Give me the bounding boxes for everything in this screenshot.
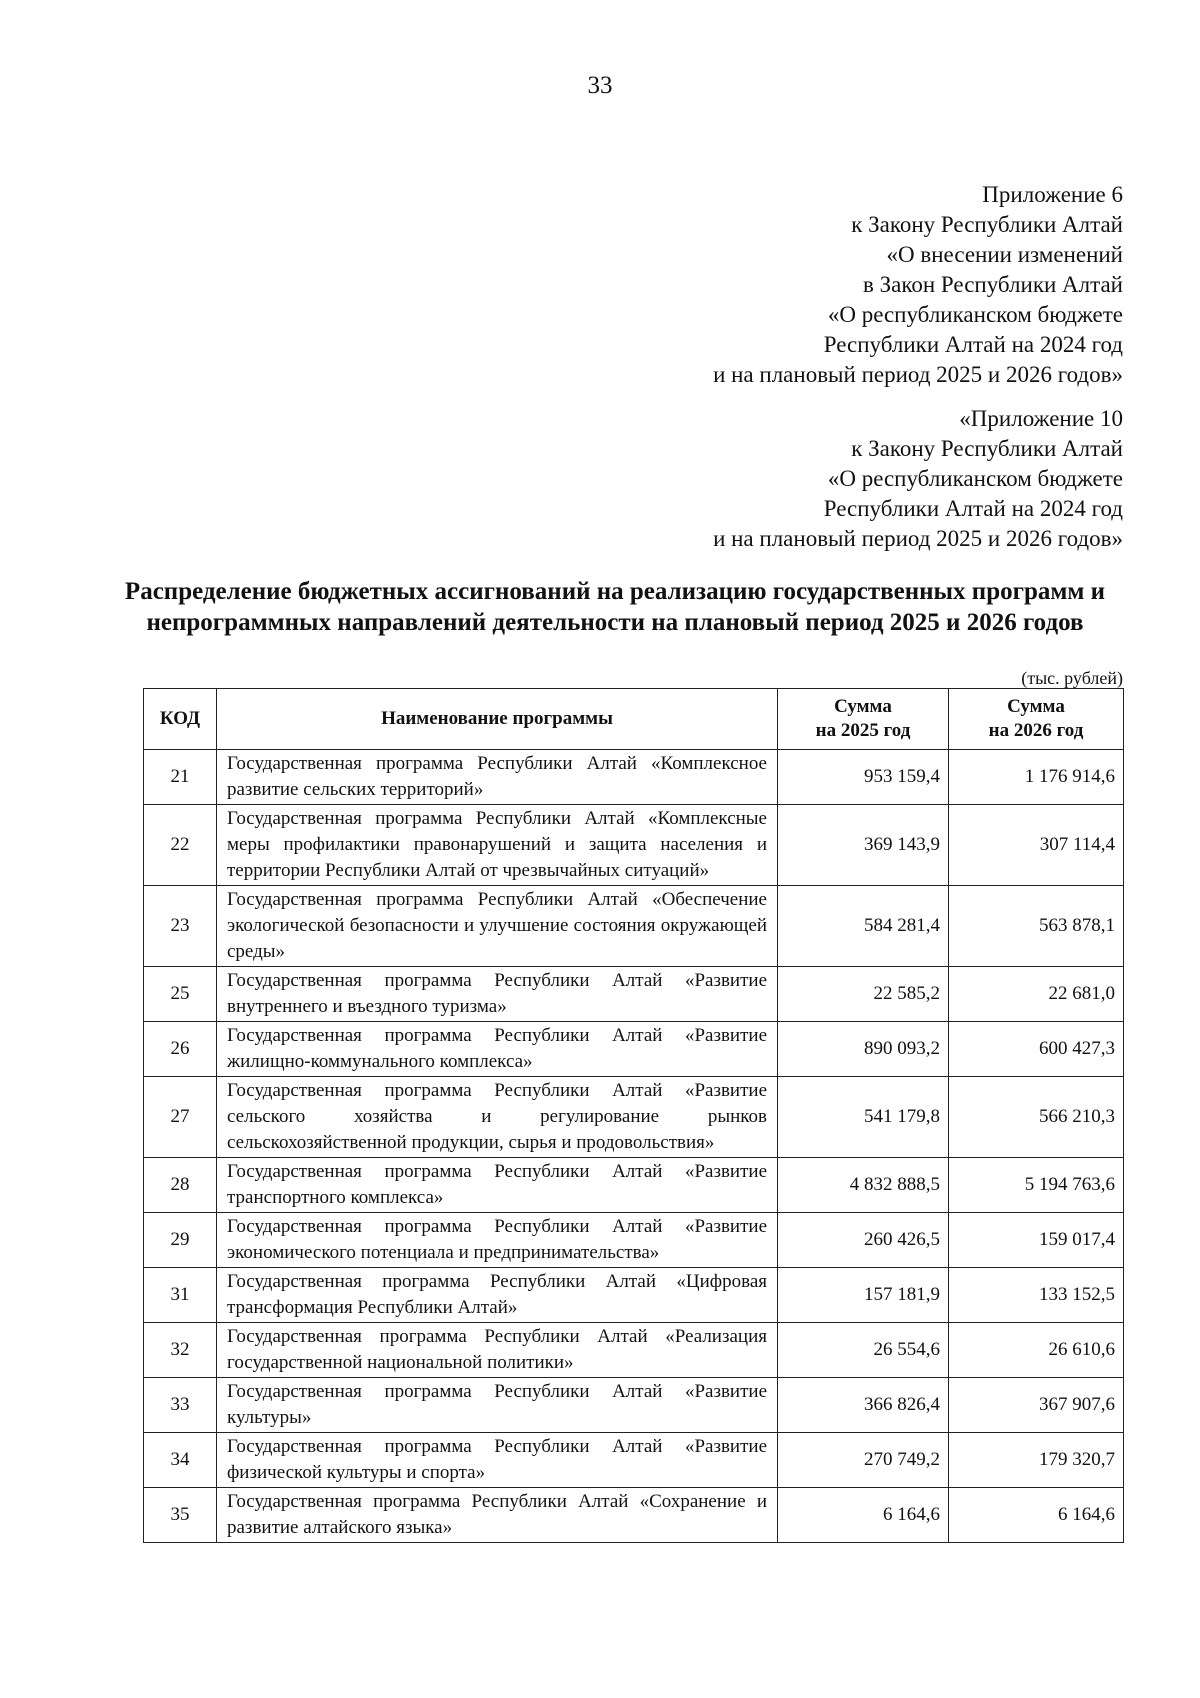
sum-2025: 260 426,5 xyxy=(778,1213,949,1268)
program-name: Государственная программа Республики Алтай «Развитие внутреннего и въездного туризма» xyxy=(217,967,778,1022)
sum-2025: 4 832 888,5 xyxy=(778,1158,949,1213)
appendix-header-line: «О республиканском бюджете xyxy=(827,302,1123,327)
appendix-header xyxy=(713,180,1123,390)
sum-2026: 159 017,4 xyxy=(949,1213,1124,1268)
program-name: Государственная программа Республики Алтай «Реализация государственной национальной политики» xyxy=(217,1323,778,1378)
program-code: 27 xyxy=(144,1077,217,1158)
header-sum-2026 xyxy=(949,689,1124,750)
program-code: 23 xyxy=(144,886,217,967)
sum-2025: 366 826,4 xyxy=(778,1378,949,1433)
sum-2026: 5 194 763,6 xyxy=(949,1158,1124,1213)
program-code: 25 xyxy=(144,967,217,1022)
program-name: Государственная программа Республики Алтай «Развитие сельского хозяйства и регулирование рынков сельскохозяйственной продукции, сырья и продовольствия» xyxy=(217,1077,778,1158)
program-code: 22 xyxy=(144,805,217,886)
program-code: 33 xyxy=(144,1378,217,1433)
program-code: 26 xyxy=(144,1022,217,1077)
table-row xyxy=(144,1158,1124,1213)
sum-2025: 22 585,2 xyxy=(778,967,949,1022)
program-name: Государственная программа Республики Алтай «Развитие транспортного комплекса» xyxy=(217,1158,778,1213)
sum-2026: 563 878,1 xyxy=(949,886,1124,967)
sum-2026: 26 610,6 xyxy=(949,1323,1124,1378)
sum-2026: 566 210,3 xyxy=(949,1077,1124,1158)
program-name: Государственная программа Республики Алтай «Развитие жилищно-коммунального комплекса» xyxy=(217,1022,778,1077)
program-code: 35 xyxy=(144,1488,217,1543)
table-row xyxy=(144,967,1124,1022)
header-sum-2026-line: Сумма xyxy=(1007,696,1065,717)
header-name: Наименование программы xyxy=(217,689,778,750)
program-name: Государственная программа Республики Алтай «Комплексные меры профилактики правонарушений и защита населения и территории Республики Алтай от чрезвычайных ситуаций» xyxy=(217,805,778,886)
table-row xyxy=(144,1378,1124,1433)
table-row xyxy=(144,750,1124,805)
program-name: Государственная программа Республики Алтай «Развитие культуры» xyxy=(217,1378,778,1433)
appendix-header-line: и на плановый период 2025 и 2026 годов» xyxy=(713,362,1123,387)
units-note: (тыс. рублей) xyxy=(1021,668,1123,688)
header-code: КОД xyxy=(144,689,217,750)
sum-2025: 157 181,9 xyxy=(778,1268,949,1323)
appendix-header-line: «О внесении изменений xyxy=(886,242,1123,267)
sum-2026: 133 152,5 xyxy=(949,1268,1124,1323)
program-code: 28 xyxy=(144,1158,217,1213)
sum-2025: 369 143,9 xyxy=(778,805,949,886)
appendix-header-line: к Закону Республики Алтай xyxy=(851,212,1123,237)
sum-2026: 367 907,6 xyxy=(949,1378,1124,1433)
table-header-row xyxy=(144,689,1124,750)
program-name: Государственная программа Республики Алтай «Сохранение и развитие алтайского языка» xyxy=(217,1488,778,1543)
appendix-subheader-line: и на плановый период 2025 и 2026 годов» xyxy=(713,526,1123,551)
sum-2025: 584 281,4 xyxy=(778,886,949,967)
program-code: 32 xyxy=(144,1323,217,1378)
appendix-subheader xyxy=(713,404,1123,554)
header-sum-2025-line: Сумма xyxy=(834,696,892,717)
sum-2026: 600 427,3 xyxy=(949,1022,1124,1077)
program-code: 34 xyxy=(144,1433,217,1488)
program-code: 21 xyxy=(144,750,217,805)
table-row xyxy=(144,1433,1124,1488)
table-row xyxy=(144,805,1124,886)
appendix-subheader-line: «О республиканском бюджете xyxy=(827,466,1123,491)
appendix-subheader-line: к Закону Республики Алтай xyxy=(851,436,1123,461)
program-code: 31 xyxy=(144,1268,217,1323)
table-row xyxy=(144,1488,1124,1543)
program-name: Государственная программа Республики Алтай «Обеспечение экологической безопасности и улучшение состояния окружающей среды» xyxy=(217,886,778,967)
appendix-header-line: Республики Алтай на 2024 год xyxy=(823,332,1123,357)
table-row xyxy=(144,886,1124,967)
sum-2026: 307 114,4 xyxy=(949,805,1124,886)
sum-2026: 179 320,7 xyxy=(949,1433,1124,1488)
table-row xyxy=(144,1213,1124,1268)
appendix-header-line: в Закон Республики Алтай xyxy=(863,272,1123,297)
header-sum-2026-line: на 2026 год xyxy=(988,720,1084,741)
appendix-header-line: Приложение 6 xyxy=(982,182,1123,207)
table-row xyxy=(144,1077,1124,1158)
document-title: Распределение бюджетных ассигнований на реализацию государственных программ и непрограммных направлений деятельности на плановый период 2025 и 2026 годов xyxy=(124,578,1106,636)
budget-table xyxy=(143,688,1124,1543)
sum-2025: 890 093,2 xyxy=(778,1022,949,1077)
sum-2026: 22 681,0 xyxy=(949,967,1124,1022)
appendix-subheader-line: «Приложение 10 xyxy=(959,406,1123,431)
table-row xyxy=(144,1268,1124,1323)
table-row xyxy=(144,1323,1124,1378)
program-name: Государственная программа Республики Алтай «Цифровая трансформация Республики Алтай» xyxy=(217,1268,778,1323)
sum-2026: 6 164,6 xyxy=(949,1488,1124,1543)
sum-2025: 953 159,4 xyxy=(778,750,949,805)
sum-2025: 270 749,2 xyxy=(778,1433,949,1488)
program-name: Государственная программа Республики Алтай «Развитие физической культуры и спорта» xyxy=(217,1433,778,1488)
sum-2025: 541 179,8 xyxy=(778,1077,949,1158)
program-code: 29 xyxy=(144,1213,217,1268)
appendix-subheader-line: Республики Алтай на 2024 год xyxy=(823,496,1123,521)
sum-2025: 26 554,6 xyxy=(778,1323,949,1378)
table-row xyxy=(144,1022,1124,1077)
header-sum-2025-line: на 2025 год xyxy=(815,720,911,741)
page-number: 33 xyxy=(587,72,613,99)
sum-2025: 6 164,6 xyxy=(778,1488,949,1543)
program-name: Государственная программа Республики Алтай «Развитие экономического потенциала и предпринимательства» xyxy=(217,1213,778,1268)
header-sum-2025 xyxy=(778,689,949,750)
sum-2026: 1 176 914,6 xyxy=(949,750,1124,805)
program-name: Государственная программа Республики Алтай «Комплексное развитие сельских территорий» xyxy=(217,750,778,805)
